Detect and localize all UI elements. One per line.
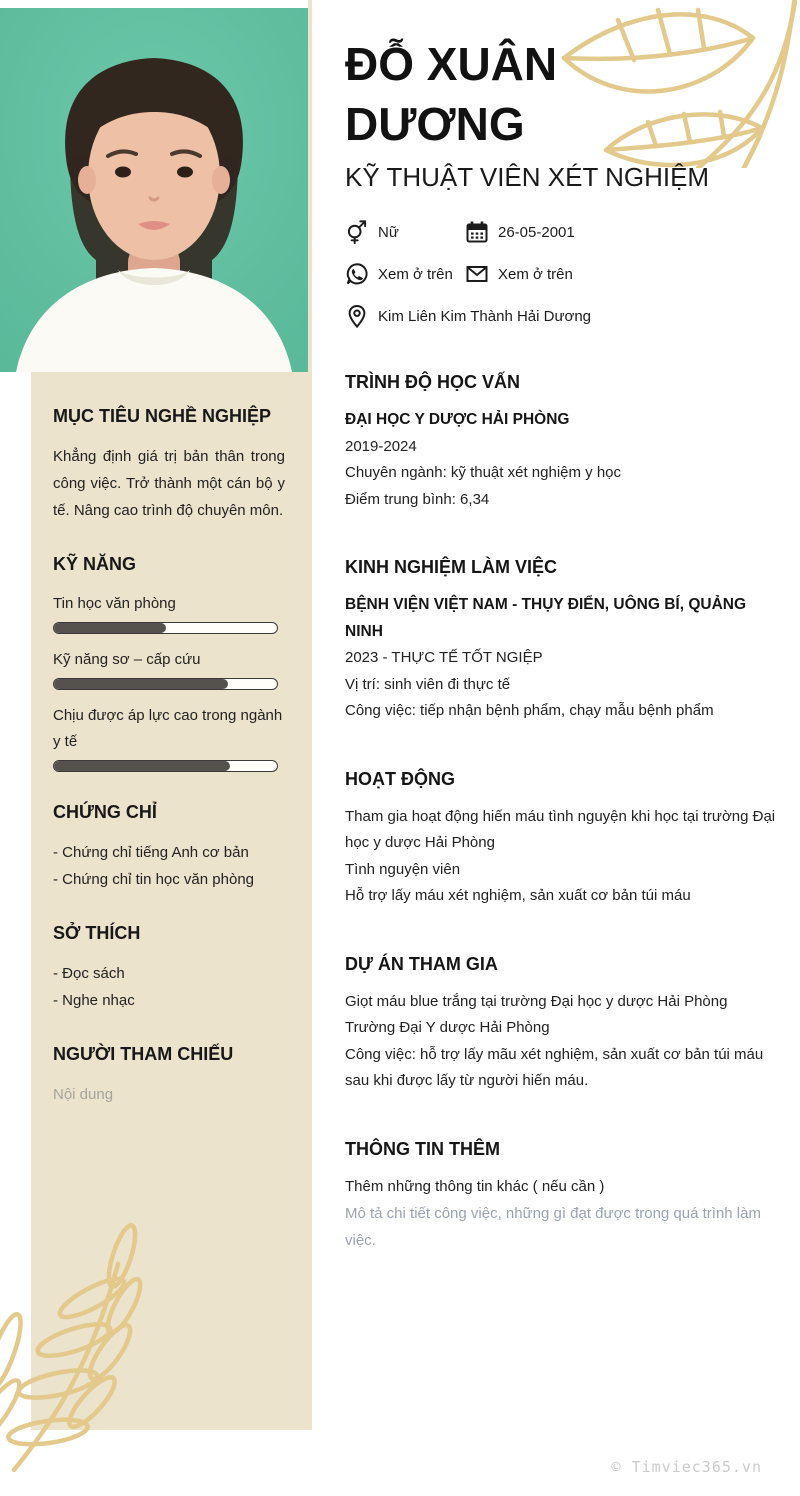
skill-bar-fill — [54, 623, 166, 633]
hobby-item: - Đọc sách — [53, 965, 125, 982]
additional-text: Thêm những thông tin khác ( nếu cần ) — [345, 1177, 605, 1195]
profile-photo — [0, 0, 308, 372]
additional-placeholder[interactable]: Mô tả chi tiết công việc, những gì đạt được trong quá trình làm việc. — [345, 1205, 761, 1249]
skill-bar — [53, 760, 278, 772]
section-experience — [345, 557, 777, 725]
section-heading: HOẠT ĐỘNG — [345, 768, 455, 789]
main-column — [345, 34, 777, 1254]
hobby-item: - Nghe nhạc — [53, 992, 135, 1009]
skill-bar — [53, 622, 278, 634]
skill-item — [53, 591, 285, 634]
skill-label: Tin học văn phòng — [53, 595, 176, 612]
section-heading: KINH NGHIỆM LÀM VIỆC — [345, 557, 558, 577]
mail-icon — [465, 262, 489, 286]
experience-company: BỆNH VIỆN VIỆT NAM - THỤY ĐIỂN, UÔNG BÍ, QUẢNG NINH — [345, 596, 747, 640]
skill-label: Kỹ năng sơ – cấp cứu — [53, 651, 201, 668]
contact-info — [345, 220, 777, 328]
activity-line: Tình nguyện viên — [345, 860, 461, 878]
section-heading: SỞ THÍCH — [53, 923, 141, 943]
certificate-item: - Chứng chỉ tin học văn phòng — [53, 871, 254, 888]
contact-row — [345, 262, 777, 286]
phone-field — [345, 262, 465, 286]
fern-branch-icon — [0, 1222, 170, 1477]
watermark: © Timviec365.vn — [611, 1458, 762, 1476]
section-additional-info — [345, 1139, 777, 1255]
address-value: Kim Liên Kim Thành Hải Dương — [378, 307, 592, 325]
sidebar-content — [31, 376, 312, 1108]
education-major: Chuyên ngành: kỹ thuật xét nghiệm y học — [345, 464, 622, 481]
project-line: Giọt máu blue trắng tại trường Đại học y dược Hải Phòng — [345, 992, 728, 1010]
skill-item — [53, 647, 285, 690]
phone-value: Xem ở trên — [378, 265, 453, 283]
education-gpa: Điểm trung bình: 6,34 — [345, 490, 490, 508]
birthdate-field — [465, 220, 575, 244]
activity-line: Hỗ trợ lấy máu xét nghiệm, sản xuất cơ bản túi máu — [345, 887, 691, 904]
experience-work: Công việc: tiếp nhận bệnh phẩm, chạy mẫu bệnh phẩm — [345, 702, 714, 719]
education-school: ĐẠI HỌC Y DƯỢC HẢI PHÒNG — [345, 411, 570, 428]
contact-row — [345, 304, 777, 328]
phone-icon — [345, 262, 369, 286]
gender-icon — [345, 220, 369, 244]
section-heading: KỸ NĂNG — [53, 554, 137, 574]
section-heading: CHỨNG CHỈ — [53, 802, 157, 822]
candidate-name: ĐỖ XUÂN DƯƠNG — [345, 38, 558, 150]
skill-item — [53, 703, 285, 772]
email-value: Xem ở trên — [498, 265, 573, 283]
skill-bar — [53, 678, 278, 690]
gender-value: Nữ — [378, 223, 399, 241]
skill-bar-fill — [54, 679, 228, 689]
location-icon — [345, 304, 369, 328]
skill-label: Chịu được áp lực cao trong ngành y tế — [53, 707, 283, 750]
references-placeholder[interactable]: Nội dung — [53, 1086, 114, 1103]
contact-row — [345, 220, 777, 244]
activity-line: Tham gia hoạt động hiến máu tình nguyện khi học tại trường Đại học y dược Hải Phòng — [345, 807, 776, 851]
certificate-item: - Chứng chỉ tiếng Anh cơ bản — [53, 844, 249, 861]
section-heading: MỤC TIÊU NGHỀ NGHIỆP — [53, 406, 272, 426]
section-heading: THÔNG TIN THÊM — [345, 1138, 500, 1159]
birthdate-value: 26-05-2001 — [498, 223, 575, 241]
skill-bar-fill — [54, 761, 230, 771]
section-heading: DỰ ÁN THAM GIA — [345, 953, 498, 974]
objective-text: Khẳng định giá trị bản thân trong công việc. Trở thành một cán bộ y tế. Nâng cao trình độ chuyên môn. — [53, 448, 285, 519]
section-activities — [345, 769, 777, 910]
section-projects — [345, 954, 777, 1095]
project-line: Trường Đại Y dược Hải Phòng — [345, 1019, 550, 1036]
education-period: 2019-2024 — [345, 437, 417, 455]
address-field — [345, 304, 591, 328]
section-heading: NGƯỜI THAM CHIẾU — [53, 1044, 234, 1064]
experience-period: 2023 - THỰC TẾ TỐT NGIỆP — [345, 649, 543, 666]
section-heading: TRÌNH ĐỘ HỌC VẤN — [345, 372, 520, 392]
job-title: KỸ THUẬT VIÊN XÉT NGHIỆM — [345, 162, 710, 192]
email-field — [465, 262, 573, 286]
calendar-icon — [465, 220, 489, 244]
experience-position: Vị trí: sinh viên đi thực tế — [345, 675, 511, 693]
gender-field — [345, 220, 465, 244]
project-line: Công việc: hỗ trợ lấy mãu xét nghiệm, sản xuất cơ bản túi máu sau khi được lấy từ người hiến máu. — [345, 1045, 764, 1089]
section-education — [345, 372, 777, 513]
